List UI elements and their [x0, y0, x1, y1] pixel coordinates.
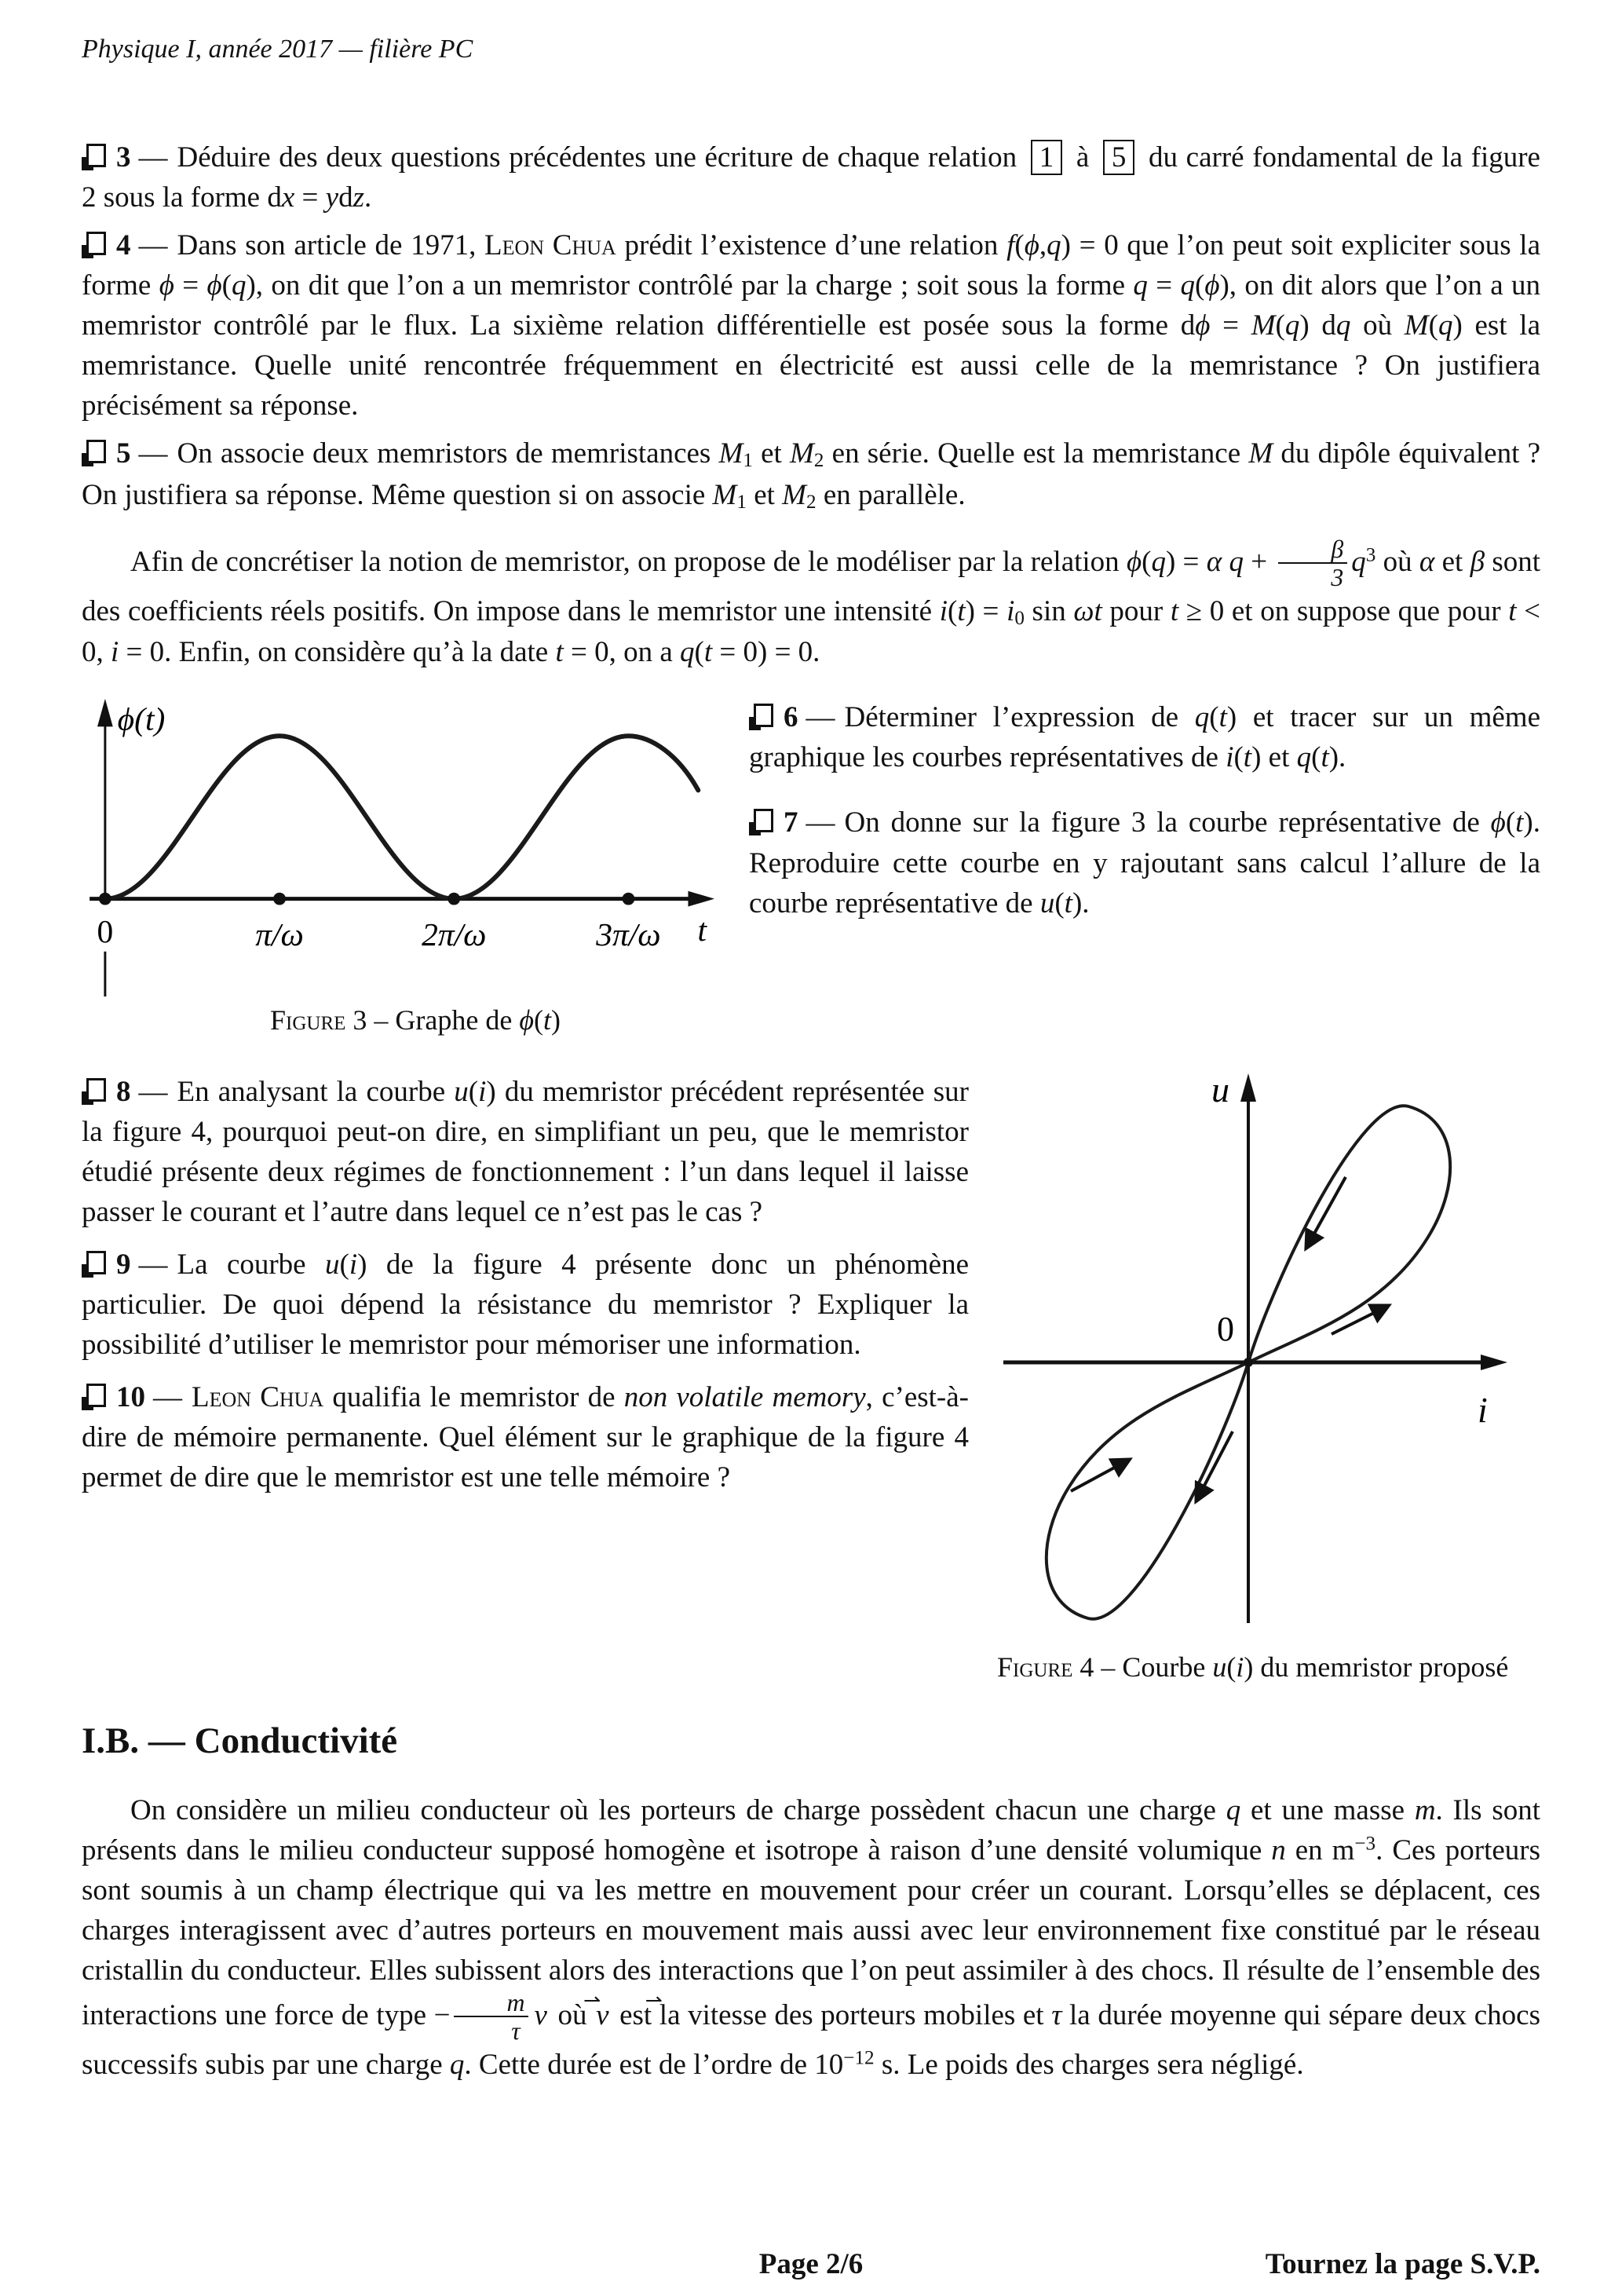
question-text: Déduire des deux questions précédentes une écriture de chaque relation 1 à 5 du carré fondamental de la figure 2 sous la forme dx = ydz.	[82, 141, 1540, 214]
question-6	[749, 697, 1540, 777]
direction-arrow-upper-outer	[1332, 1306, 1388, 1334]
question-number: 6	[784, 701, 798, 734]
ballot-box-icon	[82, 232, 105, 258]
phi-axis-arrowhead	[97, 699, 113, 727]
i-axis-arrowhead	[1481, 1355, 1507, 1370]
question-dash: —	[138, 1249, 168, 1281]
questions-6-7-column	[749, 689, 1540, 929]
figure-3	[82, 689, 749, 1040]
i-axis-label: i	[1478, 1390, 1488, 1431]
ballot-box-icon	[82, 1251, 105, 1278]
question-10	[82, 1377, 969, 1497]
question-number: 4	[116, 229, 131, 261]
intro-paragraph: Afin de concrétiser la notion de memristor, on propose de le modéliser par la relation ϕ(q) = α q + $\frac{\beta}{3}$ $q^3$ où α et β sont des coefficients réels positifs. On impose dans le memristor une intensité i(t) = i0 sin ωt pour t ≥ 0 et on suppose que pour t < 0, i = 0. Enfin, on considère qu’à la date t = 0, on a q(t = 0) = 0.	[82, 535, 1540, 669]
question-number: 5	[116, 437, 131, 470]
question-number: 8	[116, 1076, 131, 1109]
u-axis-label: u	[1211, 1069, 1229, 1110]
question-dash: —	[138, 229, 168, 261]
question-8	[82, 1072, 969, 1232]
tick-label-2pi-omega: 2π/ω	[422, 916, 487, 953]
questions-8-9-10-column	[82, 1064, 969, 1504]
section-heading: I.B. — Conductivité	[82, 1720, 398, 1761]
question-5	[82, 433, 1540, 516]
figure-4-plot	[997, 1064, 1515, 1645]
ballot-box-icon	[82, 1078, 105, 1105]
figure-3-plot	[82, 689, 733, 1000]
question-3	[82, 137, 1540, 218]
axis-dot-origin	[99, 893, 111, 905]
ballot-box-icon	[749, 809, 773, 835]
origin-dot	[1244, 1358, 1253, 1367]
question-dash: —	[138, 437, 168, 470]
t-axis-label: t	[697, 912, 707, 949]
question-number: 9	[116, 1249, 131, 1281]
question-dash: —	[806, 701, 835, 734]
figure-4	[997, 1064, 1540, 1687]
ballot-box-icon	[82, 1384, 105, 1410]
tick-label-3pi-omega: 3π/ω	[596, 916, 661, 953]
ballot-box-icon	[82, 440, 105, 466]
question-dash: —	[153, 1381, 182, 1414]
direction-arrow-lower-outer	[1071, 1460, 1129, 1491]
turn-page-notice: Tournez la page S.V.P.	[1265, 2248, 1540, 2280]
question-text: La courbe u(i) de la figure 4 présente donc un phénomène particulier. De quoi dépend la résistance du memristor ? Expliquer la possibilité d’utiliser le memristor pour mémoriser une information.	[82, 1249, 969, 1362]
conductivity-paragraph: On considère un milieu conducteur où les porteurs de charge possèdent chacun une charge q et une masse m. Ils sont présents dans le milieu conducteur supposé homogène et isotrope à raison d’une densité volumique n en $m^{-3}$. Ces porteurs sont soumis à un champ électrique qui va les mettre en mouvement pour créer un courant. Lorsqu’elles se déplacent, ces charges interagissent avec d’autres porteurs en mouvement mais aussi avec leur environnement fixe constitué par le réseau cristallin du conducteur. Elles subissent alors des interactions que l’on peut assimiler à des chocs. Il résulte de l’ensemble des interactions une force de type − $\frac{m}{\tau}$ v ⇀ où v ⇀ est la vitesse des porteurs mobiles et τ la durée moyenne qui sépare deux chocs successifs subis par une charge q. Cette durée est de l’ordre de $10^{-12}$ s. Le poids des charges sera négligé.	[82, 1790, 1540, 2085]
axis-dot-pi	[273, 893, 286, 905]
question-number: 3	[116, 141, 131, 174]
axis-dot-2pi	[448, 893, 460, 905]
u-i-curve-lower-loop	[1047, 1362, 1248, 1619]
direction-arrow-lower-inner	[1196, 1431, 1233, 1501]
question-dash: —	[138, 141, 168, 174]
question-4	[82, 225, 1540, 426]
question-dash: —	[138, 1076, 168, 1109]
question-9	[82, 1245, 969, 1365]
phi-axis-label: ϕ(t)	[117, 700, 166, 737]
t-axis-arrowhead	[688, 891, 714, 907]
question-number: 7	[784, 806, 798, 839]
question-number: 10	[116, 1381, 145, 1414]
question-text: Leon Chua qualifia le memristor de non volatile memory, c’est-à-dire de mémoire permanente. Quel élément sur le graphique de la figure 4 permet de dire que le memristor est une telle mémoire ?	[82, 1381, 969, 1494]
tick-label-pi-omega: π/ω	[255, 916, 304, 953]
question-7	[749, 803, 1540, 923]
phi-curve	[105, 737, 698, 899]
u-axis-arrowhead	[1240, 1073, 1256, 1102]
question-text: En analysant la courbe u(i) du memristor précédent représentée sur la figure 4, pourquoi peut-on dire, en simplifiant un peu, que le memristor étudié présente deux régimes de fonctionnement : l’un dans lequel il laisse passer le courant et l’autre dans lequel ce n’est pas le cas ?	[82, 1076, 969, 1229]
axis-dot-3pi	[623, 893, 635, 905]
ballot-box-icon	[82, 144, 105, 170]
tick-label-0: 0	[97, 913, 114, 950]
figure3-and-q67-row	[82, 689, 1540, 1040]
figure-4-caption: Figure 4 – Courbe u(i) du memristor proposé	[997, 1651, 1509, 1684]
question-dash: —	[806, 806, 835, 839]
question-text: Dans son article de 1971, Leon Chua prédit l’existence d’une relation f(ϕ,q) = 0 que l’on peut soit expliciter sous la forme ϕ = ϕ(q), on dit que l’on a un memristor contrôlé par la charge ; soit sous la forme q = q(ϕ), on dit alors que l’on a un memristor contrôlé par le flux. La sixième relation différentielle est posée sous la forme dϕ = M(q) dq où M(q) est la memristance. Quelle unité rencontrée fréquemment en électricité est aussi celle de la memristance ? On justifiera précisément sa réponse.	[82, 229, 1540, 422]
figure-3-caption: Figure 3 – Graphe de ϕ(t)	[270, 1004, 561, 1036]
page-header: Physique I, année 2017 — filière PC	[82, 35, 473, 64]
ballot-box-icon	[749, 704, 773, 730]
question-text: On associe deux memristors de memristances M1 et M2 en série. Quelle est la memristance M du dipôle équivalent ? On justifiera sa réponse. Même question si on associe M1 et M2 en parallèle.	[82, 437, 1540, 513]
origin-label: 0	[1217, 1310, 1234, 1349]
question-text: Déterminer l’expression de q(t) et tracer sur un même graphique les courbes représentatives de i(t) et q(t).	[749, 701, 1540, 774]
q8910-and-figure4-row	[82, 1064, 1540, 1687]
page-number: Page 2/6	[758, 2248, 864, 2280]
question-text: On donne sur la figure 3 la courbe représentative de ϕ(t). Reproduire cette courbe en y rajoutant sans calcul l’allure de la courbe représentative de u(t).	[749, 806, 1540, 919]
page-footer	[82, 2244, 1540, 2283]
